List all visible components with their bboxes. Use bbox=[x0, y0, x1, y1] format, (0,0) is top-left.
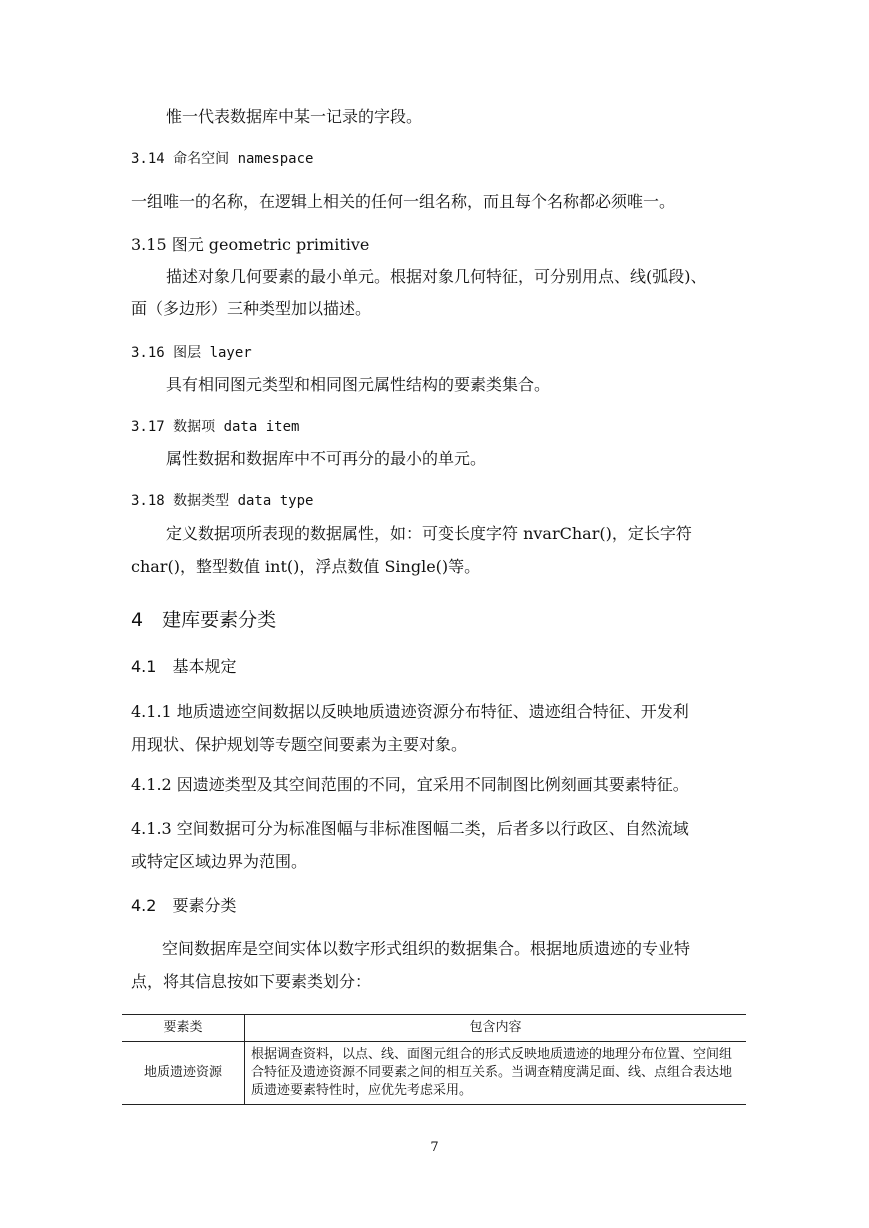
text-line: 4.1.1 地质遗迹空间数据以反映地质遗迹资源分布特征、遗迹组合特征、开发利 bbox=[131, 702, 689, 721]
text-line: 空间数据库是空间实体以数字形式组织的数据集合。根据地质遗迹的专业特 bbox=[162, 939, 691, 958]
section-heading-4-1: 4.1 基本规定 bbox=[131, 657, 237, 676]
section-heading-3-15: 3.15 图元 geometric primitive bbox=[131, 235, 370, 254]
text-line: 4.1.2 因遗迹类型及其空间范围的不同，宜采用不同制图比例刻画其要素特征。 bbox=[131, 775, 689, 794]
feature-class-table bbox=[122, 1014, 746, 1105]
section-heading-3-16: 3.16 图层 layer bbox=[131, 345, 252, 361]
text-line: 4.1.3 空间数据可分为标准图幅与非标准图幅二类，后者多以行政区、自然流域 bbox=[131, 819, 689, 838]
section-heading-3-18: 3.18 数据类型 data type bbox=[131, 493, 314, 509]
text-line: 点，将其信息按如下要素类划分： bbox=[131, 972, 372, 991]
text-line: char()，整型数值 int()，浮点数值 Single()等。 bbox=[131, 557, 481, 576]
table-row bbox=[122, 1042, 746, 1105]
text-line: 定义数据项所表现的数据属性，如：可变长度字符 nvarChar()，定长字符 bbox=[166, 524, 692, 543]
text-line: 具有相同图元类型和相同图元属性结构的要素类集合。 bbox=[166, 375, 551, 394]
table-cell-name: 地质遗迹资源 bbox=[122, 1042, 245, 1105]
text-line: 属性数据和数据库中不可再分的最小的单元。 bbox=[166, 449, 487, 468]
section-heading-3-17: 3.17 数据项 data item bbox=[131, 419, 300, 435]
section-heading-4-2: 4.2 要素分类 bbox=[131, 896, 237, 915]
text-line: 惟一代表数据库中某一记录的字段。 bbox=[166, 107, 423, 126]
text-line: 面（多边形）三种类型加以描述。 bbox=[131, 299, 372, 318]
table-header-cell: 要素类 bbox=[122, 1015, 245, 1042]
text-line: 一组唯一的名称，在逻辑上相关的任何一组名称，而且每个名称都必须唯一。 bbox=[131, 192, 676, 211]
table-header-cell: 包含内容 bbox=[245, 1015, 747, 1042]
text-line: 用现状、保护规划等专题空间要素为主要对象。 bbox=[131, 735, 468, 754]
text-line: 描述对象几何要素的最小单元。根据对象几何特征，可分别用点、线(弧段)、 bbox=[166, 267, 707, 286]
text-line: 或特定区域边界为范围。 bbox=[131, 852, 308, 871]
table-header-row bbox=[122, 1015, 746, 1042]
page-number: 7 bbox=[430, 1140, 439, 1155]
chapter-heading-4: 4 建库要素分类 bbox=[131, 609, 277, 631]
section-heading-3-14: 3.14 命名空间 namespace bbox=[131, 151, 314, 167]
table-cell-content: 根据调查资料，以点、线、面图元组合的形式反映地质遗迹的地理分布位置、空间组合特征及遗迹资源不同要素之间的相互关系。当调查精度满足面、线、点组合表达地质遗迹要素特性时，应优先考虑采用。 bbox=[245, 1042, 747, 1105]
